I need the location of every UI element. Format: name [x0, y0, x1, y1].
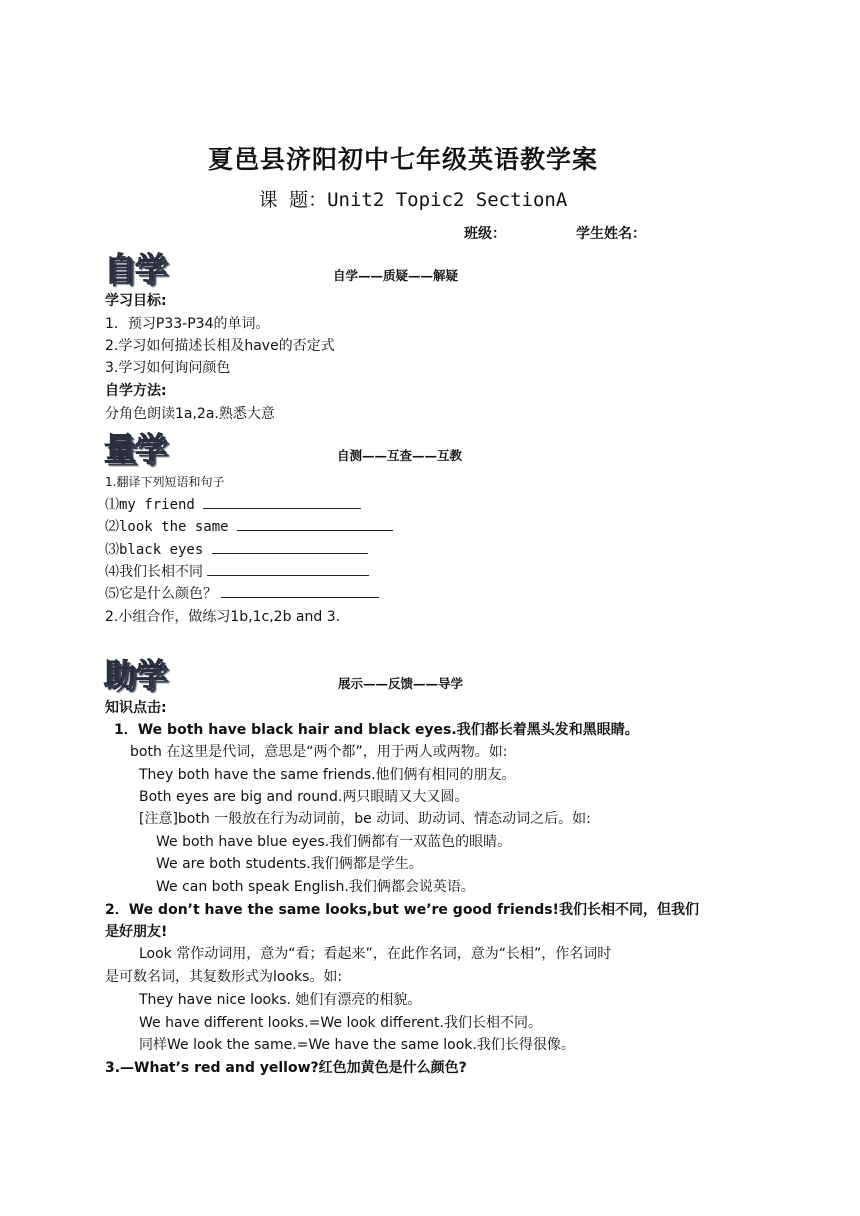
lesson-subtitle: 课 题：Unit2 Topic2 SectionA [258, 189, 568, 211]
point-1-line: both 在这里是代词，意思是“两个都”，用于两人或两物。如: [130, 744, 508, 760]
self-study-motto: 自学——质疑——解疑 [333, 268, 459, 283]
knowledge-heading: 知识点击: [105, 700, 167, 716]
answer-blank[interactable] [212, 541, 368, 554]
self-study-badge: 自学 [104, 250, 167, 288]
exercise-item [105, 561, 369, 581]
help-badge: 助学 [104, 656, 167, 694]
goal-item: 1．预习P33-P34的单词。 [105, 316, 270, 332]
exercise-item [105, 539, 368, 559]
exercise-item-text: ⑶black eyes [105, 542, 204, 558]
point-2-line: 是可数名词，其复数形式为looks。如: [105, 969, 343, 985]
exercise-item [105, 583, 379, 603]
point-2-title-cont: 是好朋友! [105, 924, 168, 940]
exercise-item-text: ⑵look the same [105, 519, 229, 535]
point-2-line: Look 常作动词用，意为“看；看起来”，在此作名词，意为“长相”，作名词时 [139, 946, 612, 962]
point-2-title: 2．We don’t have the same looks,but we’re good friends!我们长相不同，但我们 [105, 902, 699, 918]
help-motto: 展示——反馈——导学 [338, 676, 464, 691]
point-2-line: 同样We look the same.=We have the same look.我们长得很像。 [139, 1037, 575, 1053]
page-title: 夏邑县济阳初中七年级英语教学案 [207, 145, 598, 174]
point-1-line: We both have blue eyes.我们俩都有一双蓝色的眼睛。 [156, 834, 512, 850]
answer-blank[interactable] [203, 496, 361, 509]
exercise-item [105, 494, 361, 514]
class-label: 班级： [464, 226, 506, 242]
goal-item: 2.学习如何描述长相及have的否定式 [105, 338, 335, 354]
point-1-line: We can both speak English.我们俩都会说英语。 [156, 879, 475, 895]
group-task: 2.小组合作，做练习1b,1c,2b and 3. [105, 609, 341, 625]
method-heading: 自学方法: [105, 383, 167, 399]
goals-heading: 学习目标: [105, 293, 167, 309]
exercise-item-text: ⑴my friend [105, 497, 195, 513]
exercise-item-text: ⑸它是什么颜色？ [105, 586, 217, 602]
answer-blank[interactable] [221, 585, 379, 598]
point-1-line: [注意]both 一般放在行为动词前，be 动词、助动词、情态动词之后。如: [139, 811, 591, 827]
point-1-line: Both eyes are big and round.两只眼睛又大又圆。 [139, 789, 469, 805]
goal-item: 3.学习如何询问颜色 [105, 360, 231, 376]
measure-motto: 自测——互查——互教 [337, 448, 463, 463]
point-3-title: 3.—What’s red and yellow?红色加黄色是什么颜色? [105, 1060, 467, 1076]
method-text: 分角色朗读1a,2a.熟悉大意 [105, 406, 275, 422]
exercise-item-text: ⑷我们长相不同 [105, 564, 203, 580]
exercise-item [105, 516, 393, 536]
answer-blank[interactable] [237, 518, 393, 531]
student-name-label: 学生姓名： [576, 226, 646, 242]
point-1-title: 1．We both have black hair and black eyes.我们都长着黑头发和黑眼睛。 [114, 722, 639, 738]
answer-blank[interactable] [207, 563, 369, 576]
point-2-line: They have nice looks. 她们有漂亮的相貌。 [139, 992, 422, 1008]
translate-instruction: 1.翻译下列短语和句子 [105, 475, 225, 489]
measure-badge: 量学 [104, 430, 167, 468]
point-1-line: They both have the same friends.他们俩有相同的朋友。 [139, 767, 516, 783]
point-1-line: We are both students.我们俩都是学生。 [156, 856, 423, 872]
point-2-line: We have different looks.=We look different.我们长相不同。 [139, 1015, 542, 1031]
